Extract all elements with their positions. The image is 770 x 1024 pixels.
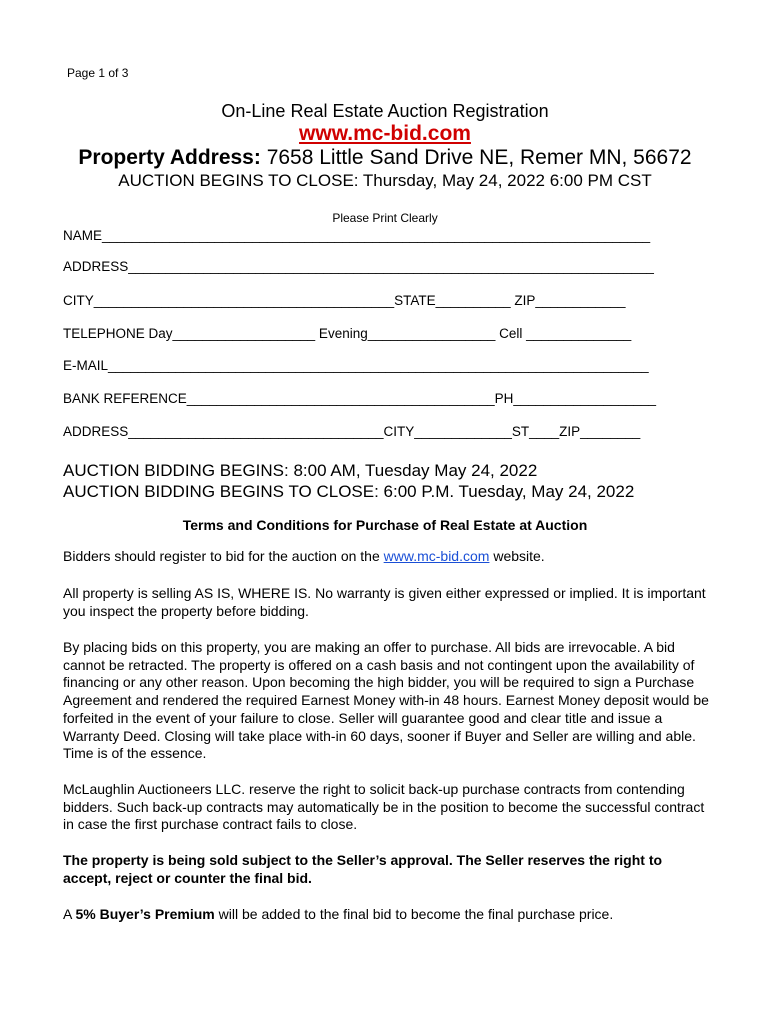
website-inline-link[interactable]: www.mc-bid.com (383, 548, 490, 564)
bank-address-field[interactable]: ADDRESS__________________________________CITY_____________ST____ZIP________ (63, 424, 641, 439)
terms-paragraph-bids: By placing bids on this property, you are making an offer to purchase. All bids are irrevocable. A bid cannot be retracted. The property is offered on a cash basis and not contingent upon the availability of financing or any other reason. Upon becoming the high bidder, you will be required to sign a Purchase Agreement and rendered the required Earnest Money with-in 48 hours. Earnest Money deposit would be forfeited in the event of your failure to close. Seller will guarantee good and clear title and issue a Warranty Deed. Closing will take place with-in 60 days, sooner if Buyer and Seller are willing and able. Time is of the essence. (63, 639, 709, 762)
terms-heading: Terms and Conditions for Purchase of Real Estate at Auction (182, 517, 588, 533)
terms-paragraph-premium: A 5% Buyer’s Premium will be added to the final bid to become the final purchase price. (63, 906, 614, 922)
bank-reference-field[interactable]: BANK REFERENCE_________________________________________PH___________________ (63, 391, 657, 406)
bidding-closes: AUCTION BIDDING BEGINS TO CLOSE: 6:00 P.M. Tuesday, May 24, 2022 (63, 482, 635, 501)
property-address-label: Property Address: (78, 146, 261, 169)
property-address-value: 7658 Little Sand Drive NE, Remer MN, 56672 (266, 146, 692, 169)
auction-close-line: AUCTION BEGINS TO CLOSE: Thursday, May 24, 2022 6:00 PM CST (118, 171, 652, 190)
property-address (0, 146, 770, 170)
buyers-premium: 5% Buyer’s Premium (75, 906, 215, 922)
document-title: On-Line Real Estate Auction Registration (221, 101, 549, 121)
print-note: Please Print Clearly (332, 211, 438, 225)
address-field[interactable]: ADDRESS______________________________________________________________________ (63, 259, 654, 274)
page-number: Page 1 of 3 (67, 66, 129, 80)
city-state-zip-field[interactable]: CITY________________________________________STATE__________ ZIP____________ (63, 293, 626, 308)
terms-paragraph-approval: The property is being sold subject to the Seller’s approval. The Seller reserves the right to accept, reject or counter the final bid. (63, 852, 663, 886)
bidding-begins: AUCTION BIDDING BEGINS: 8:00 AM, Tuesday May 24, 2022 (63, 461, 538, 480)
terms-paragraph-register: Bidders should register to bid for the auction on the www.mc-bid.com website. (63, 548, 545, 564)
terms-paragraph-backup: McLaughlin Auctioneers LLC. reserve the right to solicit back-up purchase contracts from contending bidders. Such back-up contracts may automatically be in the position to become the successful contract in case the first purchase contract fails to close. (63, 781, 705, 833)
telephone-field[interactable]: TELEPHONE Day___________________ Evening_________________ Cell ______________ (63, 326, 632, 341)
terms-paragraph-as-is: All property is selling AS IS, WHERE IS. No warranty is given either expressed or implied. It is important you inspect the property before bidding. (63, 585, 706, 619)
name-field[interactable]: NAME_________________________________________________________________________ (63, 228, 651, 243)
website-link[interactable]: www.mc-bid.com (299, 122, 471, 145)
email-field[interactable]: E-MAIL________________________________________________________________________ (63, 358, 649, 373)
